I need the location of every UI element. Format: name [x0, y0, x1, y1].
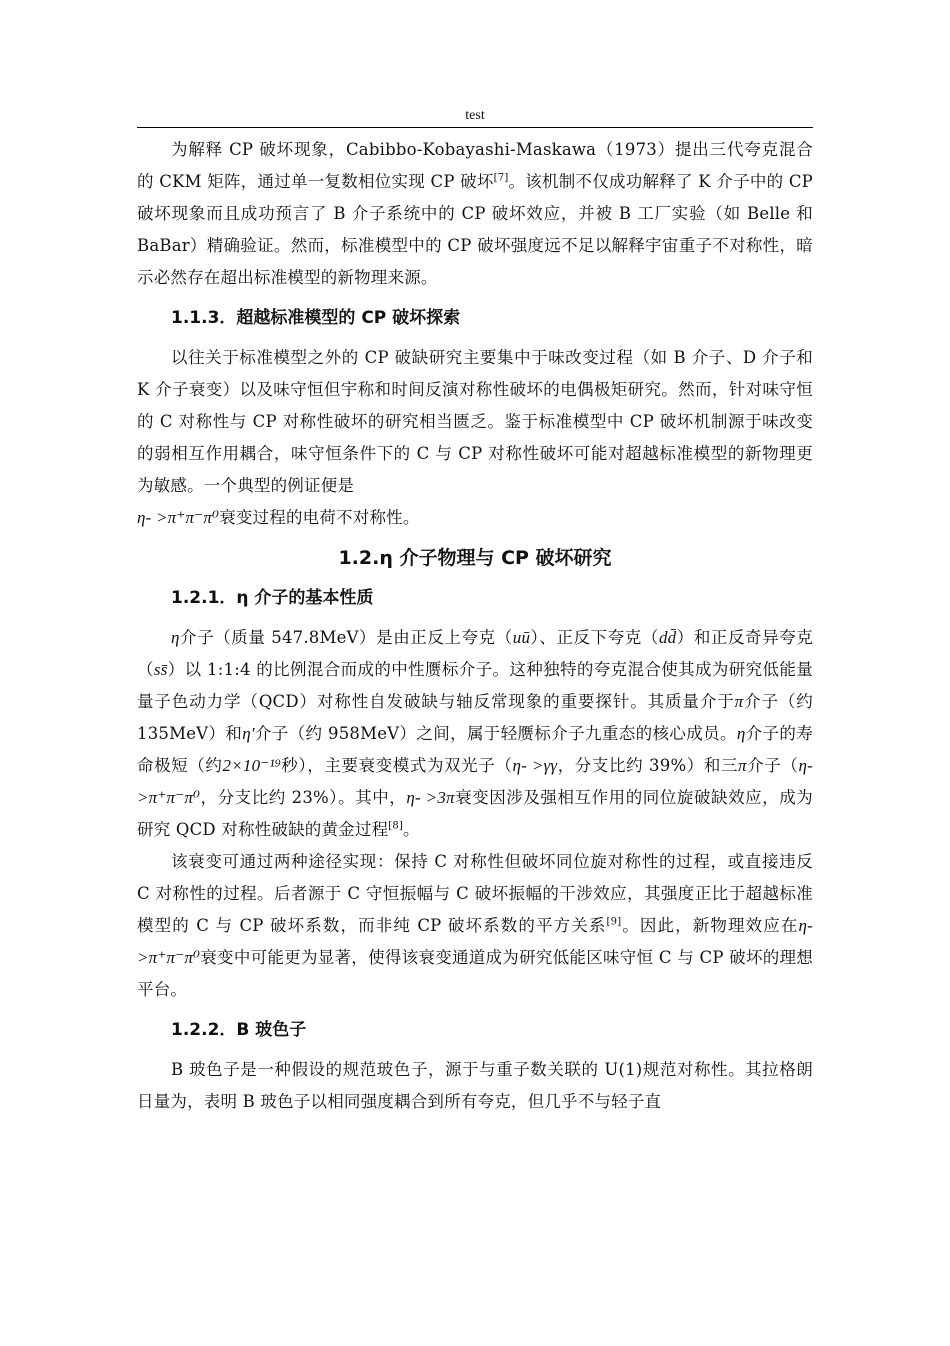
bsm-cp-paragraph: 以往关于标准模型之外的 CP 破缺研究主要集中于味改变过程（如 B 介子、D 介子和 K 介子衰变）以及味守恒但宇称和时间反演对称性破坏的电偶极矩研究。然而，针对味守恒的 C 对称性与 CP 对称性破坏的研究相当匮乏。鉴于标准模型中 CP 破坏机制源于味改变的弱相互作用耦合，味守恒条件下的 C 与 CP 对称性破坏可能对超越标准模型的新物理更为敏感。一个典型的例证便是 η- >π⁺π⁻π⁰衰变过程的电荷不对称性。	[137, 348, 813, 527]
ckm-paragraph: 为解释 CP 破坏现象，Cabibbo-Kobayashi-Maskawa（1973）提出三代夸克混合的 CKM 矩阵，通过单一复数相位实现 CP 破坏[7]。该机制不仅成功解释了 K 介子中的 CP 破坏现象而且成功预言了 B 介子系统中的 CP 破坏效应，并被 B 工厂实验（如 Belle 和 BaBar）精确验证。然而，标准模型中的 CP 破坏强度远不足以解释宇宙重子不对称性，暗示必然存在超出标准模型的新物理来源。	[137, 140, 813, 287]
eta-properties-paragraph: η介子（质量 547.8MeV）是由正反上夸克（uū）、正反下夸克（dd̄）和正反奇异夸克（ss̄）以 1:1:4 的比例混合而成的中性赝标介子。这种独特的夸克混合使其成为研究低能量量子色动力学（QCD）对称性自发破缺与轴反常现象的重要探针。其质量介于π介子（约 135MeV）和η′介子（约 958MeV）之间，属于轻赝标介子九重态的核心成员。η介子的寿命极短（约2×10⁻¹⁹秒），主要衰变模式为双光子（η- >γγ，分支比约 39%）和三π介子（η- >π⁺π⁻π⁰，分支比约 23%）。其中，η- >3π衰变因涉及强相互作用的同位旋破缺效应，成为研究 QCD 对称性破缺的黄金过程[8]。	[137, 628, 814, 839]
citation-7: [7]	[493, 172, 509, 184]
section-1-2-1-title: 1.2.1．η 介子的基本性质	[171, 588, 374, 608]
page-header: test	[137, 108, 813, 128]
section-1-1-3-title: 1.1.3．超越标准模型的 CP 破坏探索	[171, 308, 461, 328]
decay-mechanism-paragraph: 该衰变可通过两种途径实现：保持 C 对称性但破坏同位旋对称性的过程，或直接违反 C 对称性的过程。后者源于 C 守恒振幅与 C 破坏振幅的干涉效应，其强度正比于超越标准模型的 C 与 CP 破坏系数，而非纯 CP 破坏系数的平方关系[9]。因此，新物理效应在η- >π⁺π⁻π⁰衰变中可能更为显著，使得该衰变通道成为研究低能区味守恒 C 与 CP 破坏的理想平台。	[137, 852, 814, 999]
document-page	[137, 108, 813, 1118]
section-1-2-title: 1.2.η 介子物理与 CP 破坏研究	[338, 547, 612, 569]
section-1-2-2-title: 1.2.2．B 玻色子	[171, 1020, 307, 1040]
citation-9: [9]	[606, 916, 622, 928]
b-boson-paragraph: B 玻色子是一种假设的规范玻色子，源于与重子数关联的 U(1)规范对称性。其拉格朗日量为，表明 B 玻色子以相同强度耦合到所有夸克，但几乎不与轻子直	[137, 1060, 813, 1111]
decay-formula: η- >π⁺π⁻π⁰	[137, 508, 220, 527]
citation-8: [8]	[388, 820, 404, 832]
